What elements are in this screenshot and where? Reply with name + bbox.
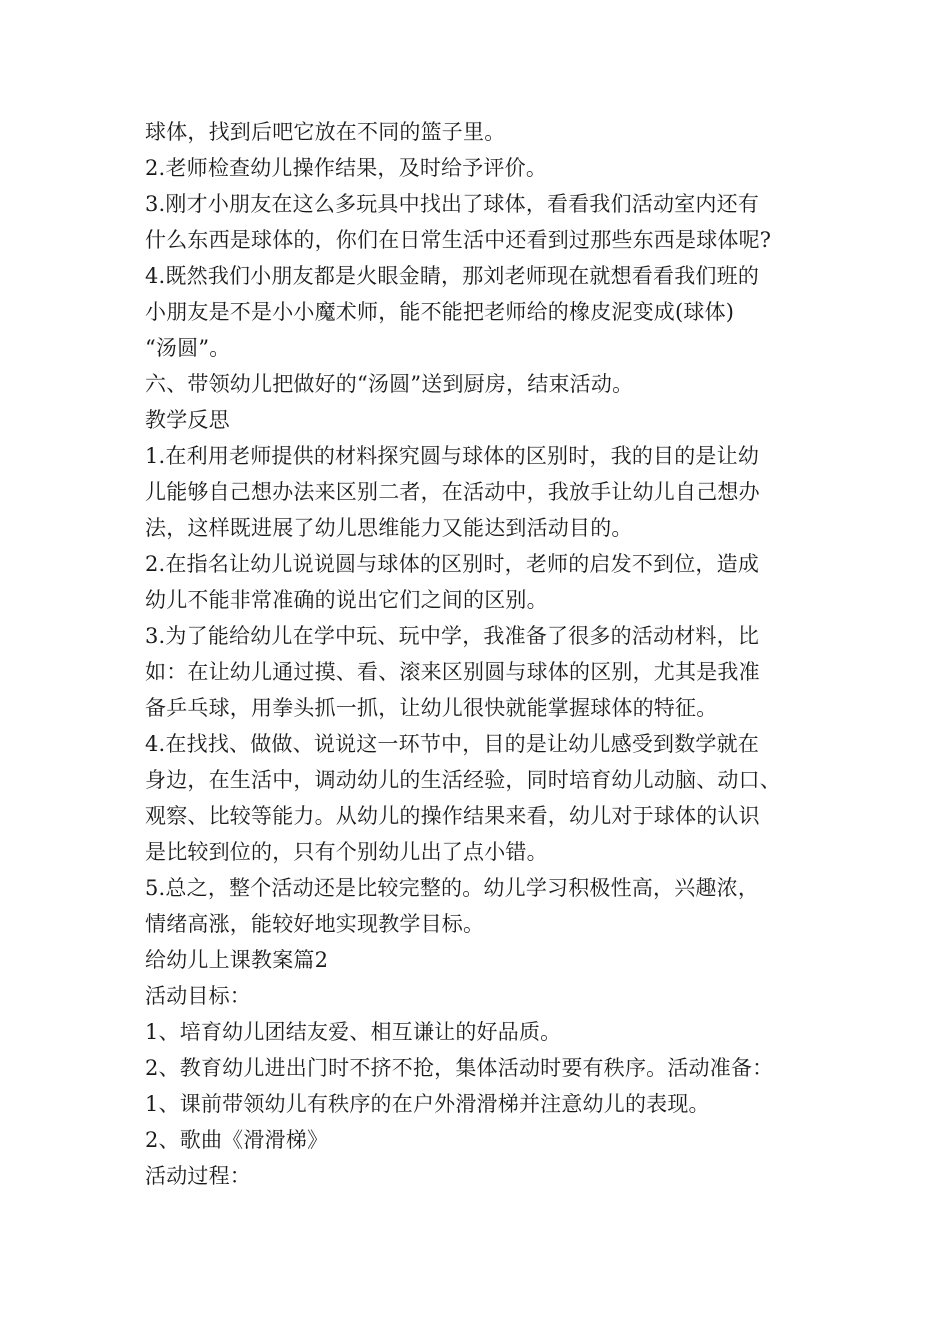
text-line: 3.为了能给幼儿在学中玩、玩中学，我准备了很多的活动材料，比: [145, 624, 760, 648]
text-line: 3.刚才小朋友在这么多玩具中找出了球体，看看我们活动室内还有: [145, 192, 760, 216]
text-line: 观察、比较等能力。从幼儿的操作结果来看，幼儿对于球体的认识: [145, 804, 760, 828]
section-heading: 活动目标：: [145, 984, 251, 1008]
text-line: 备乒乓球，用拳头抓一抓，让幼儿很快就能掌握球体的特征。: [145, 696, 718, 720]
text-line: “汤圆”。: [145, 336, 231, 360]
text-line: 球体，找到后吧它放在不同的篮子里。: [145, 120, 506, 144]
text-line: 4.在找找、做做、说说这一环节中，目的是让幼儿感受到数学就在: [145, 732, 760, 756]
text-line: 2、歌曲《滑滑梯》: [145, 1128, 329, 1152]
text-line: 2.在指名让幼儿说说圆与球体的区别时，老师的启发不到位，造成: [145, 552, 760, 576]
section-heading: 教学反思: [145, 408, 230, 432]
text-line: 情绪高涨，能较好地实现教学目标。: [145, 912, 485, 936]
text-line: 小朋友是不是小小魔术师，能不能把老师给的橡皮泥变成(球体): [145, 300, 735, 324]
section-heading: 活动过程：: [145, 1164, 251, 1188]
text-line: 1、培育幼儿团结友爱、相互谦让的好品质。: [145, 1020, 562, 1044]
text-line: 4.既然我们小朋友都是火眼金睛，那刘老师现在就想看看我们班的: [145, 264, 760, 288]
text-line: 2、教育幼儿进出门时不挤不抢，集体活动时要有秩序。活动准备：: [145, 1056, 774, 1080]
section-heading: 给幼儿上课教案篇2: [145, 948, 329, 972]
text-line: 儿能够自己想办法来区别二者，在活动中，我放手让幼儿自己想办: [145, 480, 760, 504]
text-line: 身边，在生活中，调动幼儿的生活经验，同时培育幼儿动脑、动口、: [145, 768, 781, 792]
text-line: 如：在让幼儿通过摸、看、滚来区别圆与球体的区别，尤其是我准: [145, 660, 760, 684]
text-line: 1、课前带领幼儿有秩序的在户外滑滑梯并注意幼儿的表现。: [145, 1092, 710, 1116]
text-line: 法，这样既进展了幼儿思维能力又能达到活动目的。: [145, 516, 633, 540]
text-line: 5.总之，整个活动还是比较完整的。幼儿学习积极性高，兴趣浓，: [145, 876, 760, 900]
text-line: 2.老师检查幼儿操作结果，及时给予评价。: [145, 156, 548, 180]
text-line: 是比较到位的，只有个别幼儿出了点小错。: [145, 840, 548, 864]
section-heading: 六、带领幼儿把做好的“汤圆”送到厨房，结束活动。: [145, 372, 634, 396]
text-line: 什么东西是球体的，你们在日常生活中还看到过那些东西是球体呢?: [145, 228, 772, 252]
text-line: 1.在利用老师提供的材料探究圆与球体的区别时，我的目的是让幼: [145, 444, 760, 468]
text-line: 幼儿不能非常准确的说出它们之间的区别。: [145, 588, 548, 612]
document-body: [145, 114, 825, 1194]
